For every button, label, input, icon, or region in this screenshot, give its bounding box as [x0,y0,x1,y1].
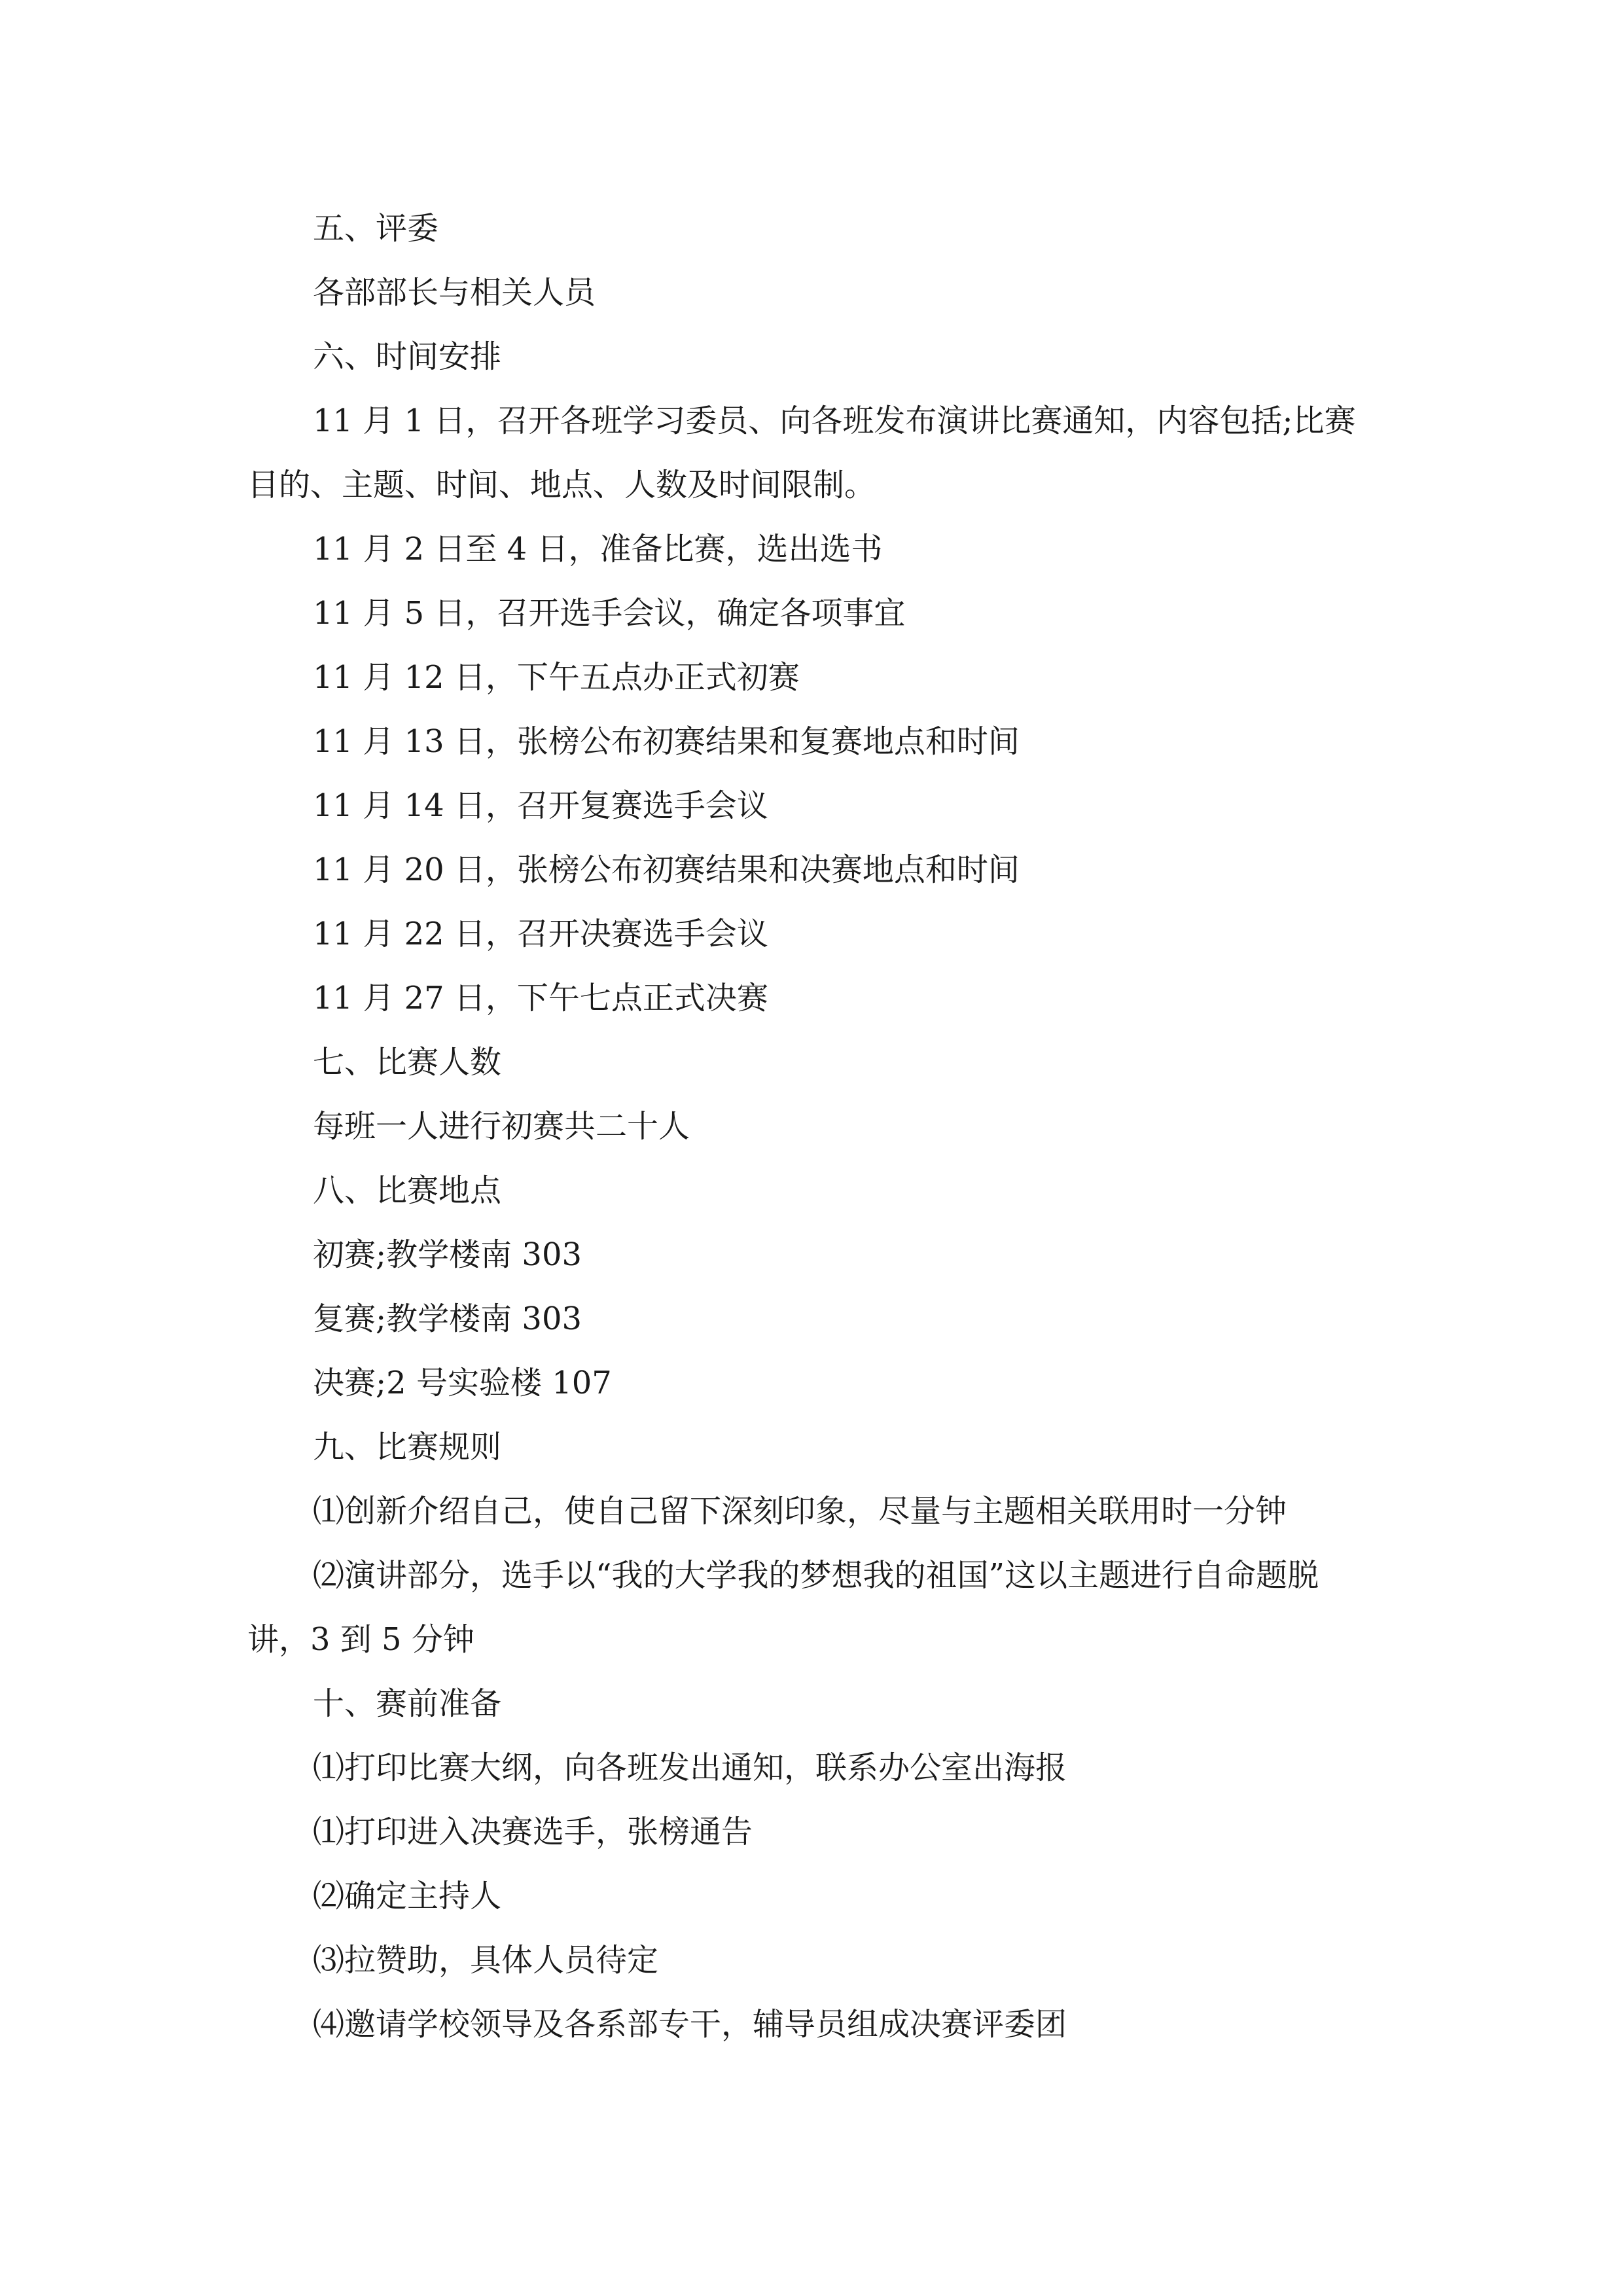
paragraph-schedule-item: 11 月 2 日至 4 日，准备比赛，选出选书 [313,531,883,567]
paragraph-venue-item: 初赛;教学楼南 303 [313,1236,582,1273]
paragraph-preparation-item: ⑷邀请学校领导及各系部专干，辅导员组成决赛评委团 [313,2006,1067,2043]
paragraph-schedule-item: 11 月 1 日，召开各班学习委员、向各班发布演讲比赛通知，内容包括;比赛目的、主题、时间、地点、人数及时间限制。 [247,403,1356,503]
paragraph-preparation-item: ⑴打印比赛大纲，向各班发出通知，联系办公室出海报 [313,1749,1067,1786]
paragraph-participants: 每班一人进行初赛共二十人 [313,1108,690,1145]
paragraph-schedule-item: 11 月 20 日，张榜公布初赛结果和决赛地点和时间 [313,852,1020,888]
paragraph-venue-item: 复赛;教学楼南 303 [313,1300,582,1337]
paragraph-preparation-item: ⑵确定主持人 [313,1878,502,1914]
document-body [247,196,1380,2056]
paragraph-venue-item: 决赛;2 号实验楼 107 [313,1365,612,1401]
section-heading-judges: 五、评委 [313,210,439,247]
paragraph-preparation-item: ⑴打印进入决赛选手，张榜通告 [313,1814,753,1850]
paragraph-schedule-item: 11 月 12 日，下午五点办正式初赛 [313,659,800,696]
section-heading-participants: 七、比赛人数 [313,1044,502,1081]
paragraph-rule-item: ⑵演讲部分，选手以“我的大学我的梦想我的祖国”这以主题进行自命题脱讲，3 到 5 分钟 [247,1557,1319,1658]
paragraph-rule-item: ⑴创新介绍自己，使自己留下深刻印象，尽量与主题相关联用时一分钟 [313,1493,1287,1530]
section-heading-venue: 八、比赛地点 [313,1172,502,1209]
paragraph-schedule-item: 11 月 14 日，召开复赛选手会议 [313,787,768,824]
section-heading-rules: 九、比赛规则 [313,1429,502,1465]
paragraph-schedule-item: 11 月 5 日，召开选手会议，确定各项事宜 [313,595,906,632]
paragraph-schedule-item: 11 月 22 日，召开决赛选手会议 [313,916,768,952]
section-heading-preparation: 十、赛前准备 [313,1685,502,1722]
paragraph-schedule-item: 11 月 13 日，张榜公布初赛结果和复赛地点和时间 [313,723,1020,760]
paragraph-preparation-item: ⑶拉赞助，具体人员待定 [313,1942,659,1979]
section-heading-schedule: 六、时间安排 [313,338,502,375]
paragraph-judges: 各部部长与相关人员 [313,274,596,311]
paragraph-schedule-item: 11 月 27 日，下午七点正式决赛 [313,980,768,1016]
